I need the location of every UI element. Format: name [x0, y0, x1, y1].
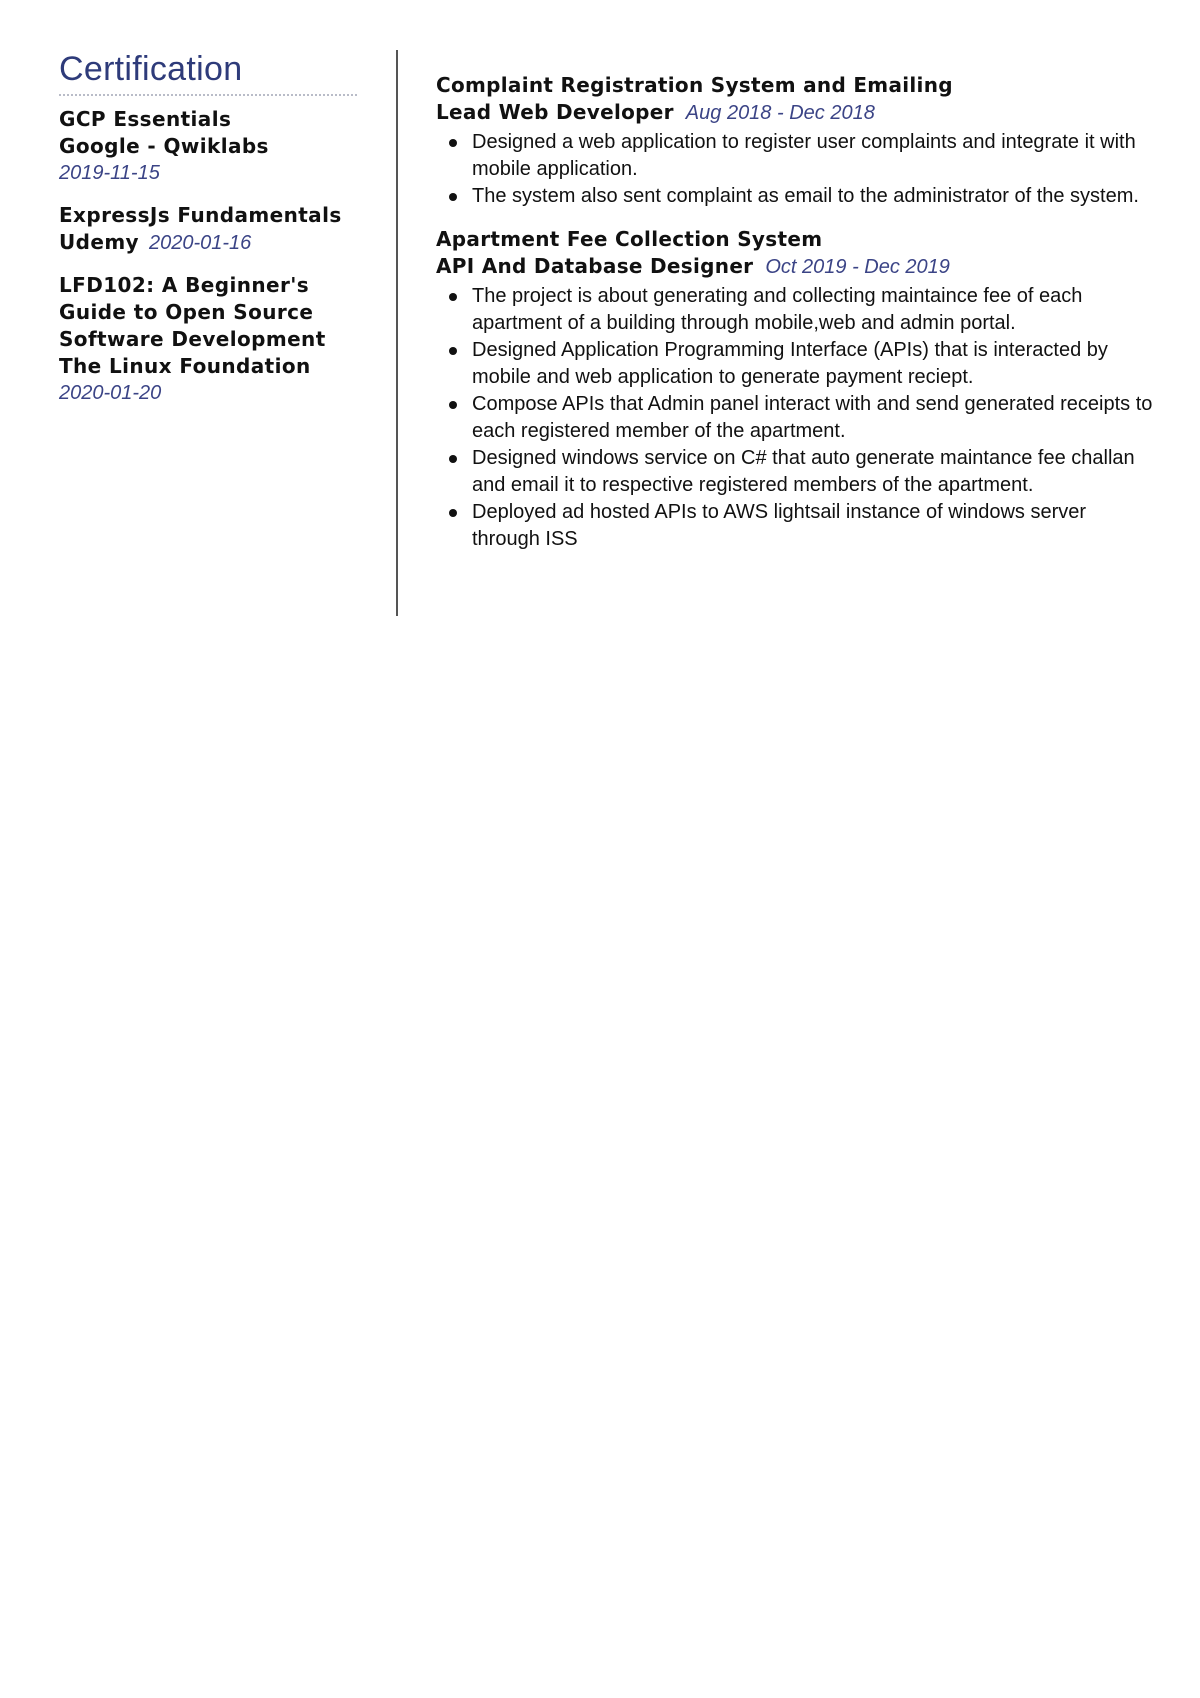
project-role-line [436, 99, 1156, 127]
project-title: Complaint Registration System and Emailing [436, 73, 953, 97]
certification-section [59, 48, 357, 422]
project-item [436, 72, 1156, 210]
project-dates: Oct 2019 - Dec 2019 [765, 256, 950, 278]
section-title-rule [59, 94, 357, 96]
project-bullet: Compose APIs that Admin panel interact with and send generated receipts to each registered member of the apartment. [436, 391, 1156, 445]
project-dates: Aug 2018 - Dec 2018 [685, 102, 875, 124]
project-bullet-list [436, 283, 1156, 553]
certification-name: GCP Essentials [59, 107, 232, 131]
project-bullet: The system also sent complaint as email to the administrator of the system. [436, 183, 1156, 210]
certification-issuer: The Linux Foundation [59, 354, 311, 378]
project-bullet: Designed windows service on C# that auto generate maintance fee challan and email it to respective registered members of the apartment. [436, 445, 1156, 499]
certification-date: 2020-01-20 [59, 382, 162, 404]
project-title: Apartment Fee Collection System [436, 227, 823, 251]
certification-name: LFD102: A Beginner's Guide to Open Source Software Development [59, 273, 326, 351]
certification-issuer: Google - Qwiklabs [59, 134, 269, 158]
certification-date: 2020-01-16 [149, 232, 252, 254]
project-bullet: The project is about generating and collecting maintaince fee of each apartment of a building through mobile,web and admin portal. [436, 283, 1156, 337]
certification-name: ExpressJs Fundamentals [59, 203, 342, 227]
certification-date: 2019-11-15 [59, 162, 160, 184]
project-bullet: Designed Application Programming Interface (APIs) that is interacted by mobile and web application to generate payment reciept. [436, 337, 1156, 391]
project-bullet: Designed a web application to register user complaints and integrate it with mobile application. [436, 129, 1156, 183]
project-item [436, 226, 1156, 553]
projects-section [436, 72, 1156, 569]
certification-item [59, 202, 357, 256]
project-role: Lead Web Developer [436, 100, 674, 124]
project-role: API And Database Designer [436, 254, 754, 278]
certification-issuer: Udemy [59, 230, 139, 254]
project-bullet-list [436, 129, 1156, 210]
column-divider [396, 50, 398, 616]
certification-item [59, 272, 357, 406]
certification-issuer-line [59, 229, 357, 256]
project-bullet: Deployed ad hosted APIs to AWS lightsail instance of windows server through ISS [436, 499, 1156, 553]
section-title: Certification [59, 50, 243, 88]
certification-item [59, 106, 357, 186]
project-role-line [436, 253, 1156, 281]
